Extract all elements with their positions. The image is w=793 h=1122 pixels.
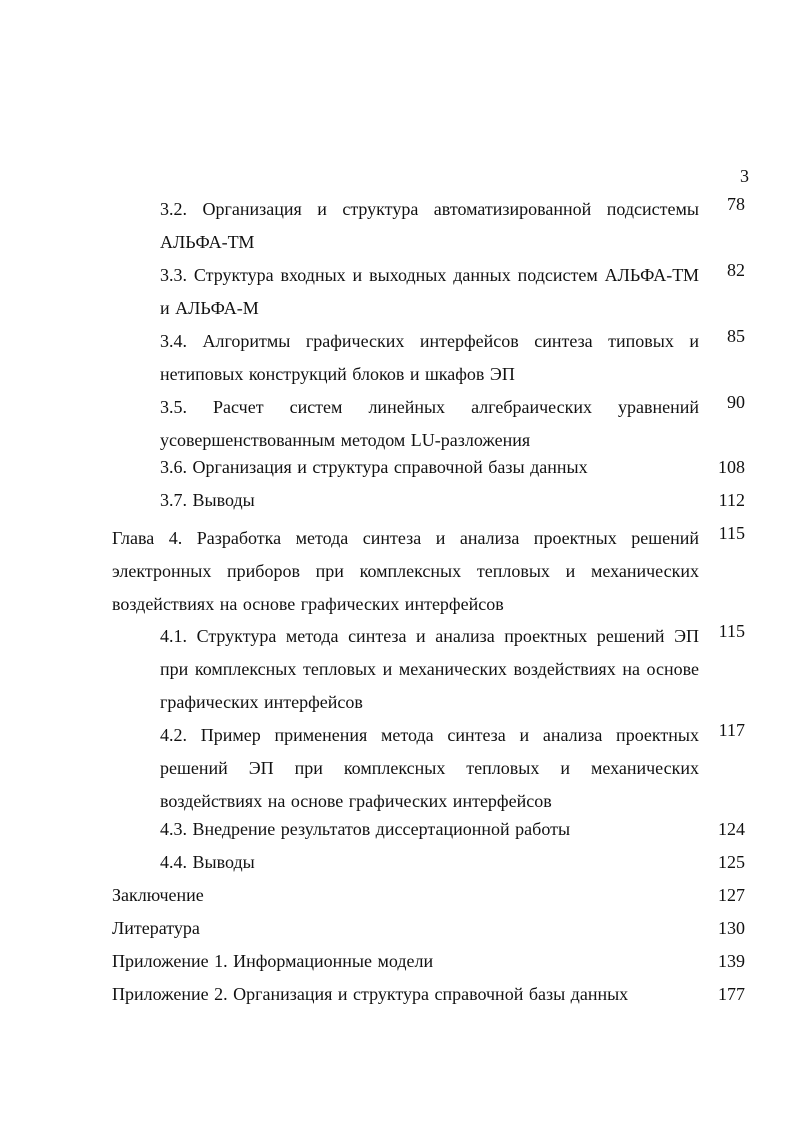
toc-entry-title: Заключение <box>112 885 204 905</box>
toc-entry-title: 3.3. Структура входных и выходных данных подсистем АЛЬФА-ТМ и АЛЬФА-М <box>160 265 699 318</box>
toc-entry-page: 115 <box>718 523 745 543</box>
toc-entry-title: 4.2. Пример применения метода синтеза и анализа проектных решений ЭП при комплексных тепловых и механических воздействиях на основе графических интерфейсов <box>160 725 699 811</box>
toc-entry-title: Приложение 1. Информационные модели <box>112 951 434 971</box>
toc-entry-title: 4.3. Внедрение результатов диссертационной работы <box>160 819 571 839</box>
toc-entry-page: 125 <box>718 852 745 872</box>
toc-entry-page: 124 <box>718 819 745 839</box>
toc-entry-page: 85 <box>727 326 745 346</box>
toc-entry-page: 117 <box>718 720 745 740</box>
toc-entry-page: 127 <box>718 885 745 905</box>
toc-entry-title: 3.2. Организация и структура автоматизированной подсистемы АЛЬФА-ТМ <box>160 199 699 252</box>
toc-entry-title: 3.7. Выводы <box>160 490 255 510</box>
toc-entry-page: 78 <box>727 194 745 214</box>
toc-entry-page: 177 <box>718 984 745 1004</box>
toc-entry-page: 90 <box>727 392 745 412</box>
toc-entry-title: Приложение 2. Организация и структура справочной базы данных <box>112 984 629 1004</box>
toc-entry-title: 3.6. Организация и структура справочной базы данных <box>160 457 588 477</box>
toc-entry-title: Литература <box>112 918 200 938</box>
toc-entry-page: 139 <box>718 951 745 971</box>
toc-entry-title: Глава 4. Разработка метода синтеза и анализа проектных решений электронных приборов при комплексных тепловых и механических воздействиях на основе графических интерфейсов <box>112 528 699 614</box>
toc-entry-title: 4.1. Структура метода синтеза и анализа проектных решений ЭП при комплексных тепловых и механических воздействиях на основе графических интерфейсов <box>160 626 699 712</box>
page-number: 3 <box>740 166 749 186</box>
toc-entry-title: 3.5. Расчет систем линейных алгебраических уравнений усовершенствованным методом LU-разложения <box>160 397 699 450</box>
toc-entry-page: 108 <box>718 457 745 477</box>
toc-entry-title: 3.4. Алгоритмы графических интерфейсов синтеза типовых и нетиповых конструкций блоков и шкафов ЭП <box>160 331 699 384</box>
toc-entry-page: 115 <box>718 621 745 641</box>
toc-entry-title: 4.4. Выводы <box>160 852 255 872</box>
toc-entry-page: 130 <box>718 918 745 938</box>
toc-entry-page: 112 <box>718 490 745 510</box>
toc-entry-page: 82 <box>727 260 745 280</box>
